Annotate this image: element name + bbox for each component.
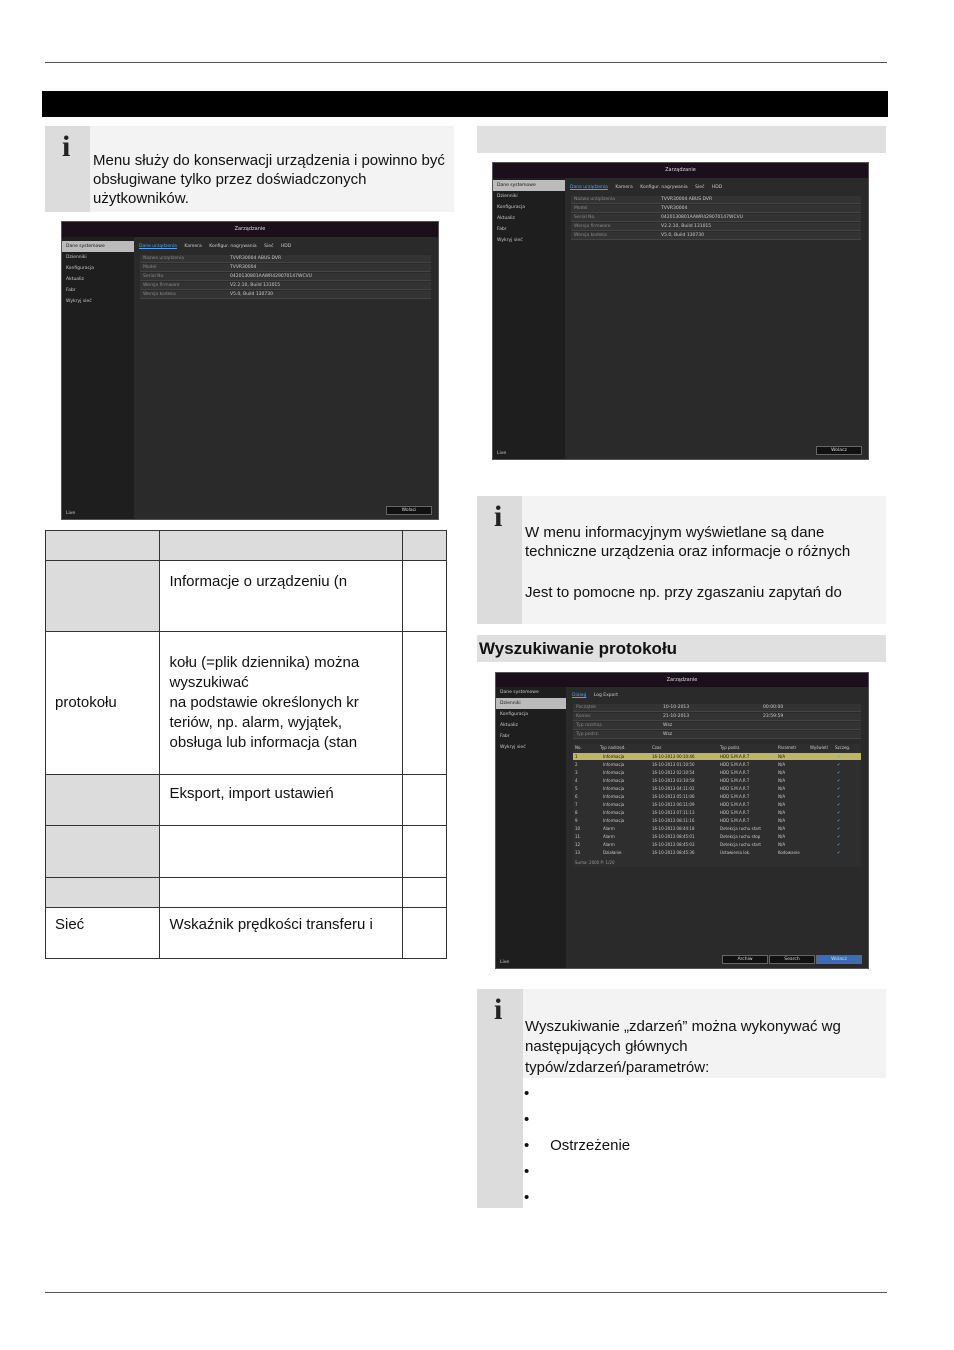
list-item: •	[524, 1189, 530, 1206]
table-row	[46, 561, 447, 632]
table-cell: 16-10-2013 00:10:46	[652, 754, 695, 759]
table-cell: N/A	[778, 802, 786, 807]
exit-button[interactable]: Wolacz	[816, 446, 862, 455]
table-row[interactable]	[573, 833, 861, 840]
table-row[interactable]	[573, 841, 861, 848]
param-key: Koniec	[576, 714, 591, 719]
dvr-sidebar	[496, 687, 566, 968]
exit-button[interactable]: Wolacz	[816, 955, 862, 964]
table-cell: N/A	[778, 770, 786, 775]
log-search-header	[477, 635, 886, 662]
table-cell: N/A	[778, 810, 786, 815]
table-cell-extra	[403, 878, 447, 908]
table-cell-name	[46, 561, 160, 632]
table-cell-extra	[403, 632, 447, 775]
table-cell: HDD S.M.A.R.T	[720, 810, 750, 815]
table-cell: 16-10-2013 08:45:01	[652, 834, 695, 839]
top-rule	[45, 62, 887, 63]
row-key: Serial No.	[143, 274, 165, 279]
col-header: No.	[575, 745, 582, 750]
table-cell: Działanie	[603, 850, 622, 855]
row-value: TVVR30004	[230, 265, 257, 270]
col-header: Szczeg.	[835, 745, 851, 750]
col-header: Typ nadrzęd.	[600, 745, 626, 750]
list-item: •	[524, 1111, 530, 1128]
table-cell: N/A	[778, 834, 786, 839]
table-cell: 16-10-2013 02:10:54	[652, 770, 695, 775]
table-cell: Detekcja ruchu stop	[720, 834, 761, 839]
table-cell: Kodowanie	[778, 850, 800, 855]
sidebar-item-network[interactable]: Wykryj sieć	[500, 745, 526, 750]
table-row	[46, 908, 447, 959]
table-cell: HDD S.M.A.R.T	[720, 786, 750, 791]
archive-button[interactable]: Archiw	[722, 955, 768, 964]
sidebar-item-update[interactable]: Aktualiz	[500, 723, 518, 728]
table-header-cell	[46, 531, 160, 561]
info-row	[571, 205, 861, 213]
sidebar-item-factory[interactable]: Fabr	[497, 227, 507, 232]
dvr-screenshot-log-search	[495, 672, 869, 969]
table-cell: 13	[575, 850, 581, 855]
table-cell: N/A	[778, 818, 786, 823]
check-icon[interactable]: ✔	[837, 786, 841, 791]
row-value: TVVR30004 ABUS DVR	[230, 256, 282, 261]
table-cell: 2	[575, 762, 578, 767]
check-icon[interactable]: ✔	[837, 762, 841, 767]
param-key: Początek	[576, 705, 597, 710]
row-value: V2.2.10, Build 131015	[230, 283, 281, 288]
col-header: Wyświetl	[810, 745, 828, 750]
row-key: Nazwa urządzenia	[143, 256, 185, 261]
table-cell: Informacja	[603, 770, 625, 775]
table-cell: 16-10-2013 08:11:16	[652, 818, 695, 823]
table-cell: 7	[575, 802, 578, 807]
table-cell: 16-10-2013 08:44:18	[652, 826, 695, 831]
col-header: Parametr	[778, 745, 797, 750]
table-cell: 3	[575, 770, 578, 775]
row-value: TVVR30004 ABUS DVR	[661, 197, 713, 202]
table-cell: Alarm	[603, 834, 615, 839]
table-cell: Detekcja ruchu start	[720, 842, 761, 847]
param-key: Typ podrz.	[576, 732, 600, 737]
param-value[interactable]: Wsz	[663, 723, 673, 728]
table-cell: Informacja	[603, 778, 625, 783]
table-cell: Informacja	[603, 802, 625, 807]
row-value: 0420130801AAWR429070147WCVU	[661, 215, 743, 220]
sidebar-item-logs[interactable]: Dzienniki	[66, 255, 87, 260]
list-item: •	[524, 1085, 530, 1102]
check-icon[interactable]: ✔	[837, 778, 841, 783]
tab-hdd[interactable]: HDD	[711, 185, 723, 190]
table-cell-name: protokołu	[46, 632, 160, 775]
row-value: V5.0, Build 130730	[661, 233, 705, 238]
table-cell: Detekcja ruchu start	[720, 826, 761, 831]
param-row	[573, 731, 861, 739]
table-cell: 11	[575, 834, 581, 839]
table-cell-name	[46, 878, 160, 908]
info-text-line: następujących głównych	[525, 1038, 688, 1055]
info-icon: i	[62, 130, 71, 163]
table-cell: 16-10-2013 08:45:03	[652, 842, 695, 847]
table-cell: 16-10-2013 05:11:06	[652, 794, 695, 799]
sidebar-item-config[interactable]: Konfiguracja	[66, 266, 94, 271]
param-time[interactable]: 00:00:00	[763, 705, 784, 710]
param-value[interactable]: 10-10-2013	[663, 705, 690, 710]
table-cell: 16-10-2013 03:10:58	[652, 778, 695, 783]
dvr-title: Zarządzanie	[665, 167, 696, 173]
tab-record-config[interactable]: Konfigur. nagrywania	[640, 185, 688, 190]
list-item: • Ostrzeżenie	[524, 1137, 631, 1154]
table-cell: 16-10-2013 01:10:50	[652, 762, 695, 767]
col-header: Typ podrz.	[720, 745, 741, 750]
table-cell: 8	[575, 810, 578, 815]
check-icon[interactable]: ✔	[837, 834, 841, 839]
table-cell: HDD S.M.A.R.T	[720, 770, 750, 775]
table-cell: 9	[575, 818, 578, 823]
tab-record-config[interactable]: Konfigur. nagrywania	[209, 244, 257, 249]
dvr-title-bar	[496, 673, 868, 687]
col-header: Czas	[652, 745, 662, 750]
row-key: Model	[574, 206, 588, 211]
table-cell: N/A	[778, 842, 786, 847]
table-cell-name	[46, 775, 160, 826]
table-cell-name	[46, 826, 160, 878]
dvr-screenshot-device-info	[61, 221, 439, 520]
check-icon[interactable]: ✔	[837, 842, 841, 847]
section-header-bar	[42, 91, 888, 117]
dvr-title: Zarządzanie	[666, 677, 698, 683]
table-cell: Informacja	[603, 818, 625, 823]
table-cell: 16-10-2013 08:45:36	[652, 850, 695, 855]
info-icon: i	[494, 993, 503, 1026]
table-cell: Alarm	[603, 826, 615, 831]
table-cell-name: Sieć	[46, 908, 160, 959]
tab-network[interactable]: Sieć	[264, 244, 274, 249]
table-cell: HDD S.M.A.R.T	[720, 762, 750, 767]
tab-device-data[interactable]: Dane urządzenia	[570, 185, 608, 190]
dvr-screenshot-device-info-2	[492, 162, 869, 460]
table-cell-extra	[403, 826, 447, 878]
dvr-title: Zarządzanie	[234, 226, 266, 232]
info-text-line: techniczne urządzenia oraz informacje o różnych	[525, 543, 851, 560]
row-key: Wersja firmware	[574, 224, 611, 229]
row-key: Wersja firmware	[143, 283, 180, 288]
table-row[interactable]	[573, 825, 861, 832]
table-cell-desc: Informacje o urządzeniu (n	[160, 561, 403, 632]
row-value: TVVR30004	[661, 206, 688, 211]
exit-button[interactable]: Wolaci	[386, 506, 432, 515]
table-cell: N/A	[778, 786, 786, 791]
table-cell: N/A	[778, 778, 786, 783]
dvr-tabs	[139, 244, 297, 249]
row-value: 0420130801AAWR429070147WCVU	[230, 274, 312, 279]
row-key: Nazwa urządzenia	[574, 197, 616, 202]
info-text-line: W menu informacyjnym wyświetlane są dane	[525, 524, 825, 541]
check-icon[interactable]: ✔	[837, 770, 841, 775]
table-header-row	[46, 531, 447, 561]
table-cell: Alarm	[603, 842, 615, 847]
live-label[interactable]: Live	[500, 960, 510, 965]
bullet-list	[524, 1084, 630, 1214]
table-cell: 12	[575, 842, 581, 847]
sidebar-item-system[interactable]: Dane systemowe	[62, 241, 134, 252]
check-icon[interactable]: ✔	[837, 794, 841, 799]
table-cell: Informacja	[603, 754, 625, 759]
log-status: Suma: 2000 P: 1/20	[575, 860, 615, 865]
param-value[interactable]: Wsz	[663, 732, 673, 737]
info-icon: i	[494, 500, 503, 533]
table-cell-desc	[160, 826, 403, 878]
table-cell: Informacja	[603, 786, 625, 791]
sidebar-item-factory[interactable]: Fabr	[66, 288, 76, 293]
sidebar-item-system[interactable]: Dane systemowe	[500, 690, 539, 695]
sidebar-item-logs[interactable]: Dzienniki	[497, 194, 518, 199]
table-cell: 16-10-2013 04:11:02	[652, 786, 695, 791]
table-cell: 5	[575, 786, 578, 791]
sidebar-item-factory[interactable]: Fabr	[500, 734, 510, 739]
info-row	[571, 232, 861, 240]
sidebar-item-config[interactable]: Konfiguracja	[497, 205, 525, 210]
row-value: V2.2.10, Build 131015	[661, 224, 712, 229]
info-box-maintenance	[45, 126, 454, 212]
sidebar-item-config[interactable]: Konfiguracja	[500, 712, 528, 717]
info-row	[571, 214, 861, 222]
info-row	[140, 291, 431, 299]
sidebar-item-update[interactable]: Aktualiz	[497, 216, 515, 221]
table-cell: N/A	[778, 826, 786, 831]
table-header-cell	[403, 531, 447, 561]
table-cell: 1	[575, 754, 578, 759]
table-cell-extra	[403, 775, 447, 826]
check-icon[interactable]: ✔	[837, 754, 841, 759]
dvr-title-bar	[493, 163, 868, 178]
table-cell: 16-10-2013 07:11:13	[652, 810, 695, 815]
param-key: Typ rozdroz.	[576, 723, 604, 728]
table-cell: Informacja	[603, 794, 625, 799]
right-section-header	[477, 126, 886, 153]
row-key: Wersja kodeka	[143, 292, 176, 297]
row-value: V5.0, Build 130730	[230, 292, 274, 297]
list-item: •	[524, 1163, 530, 1180]
sidebar-item-logs[interactable]: Dzienniki	[496, 698, 566, 709]
info-row	[140, 282, 431, 290]
list-item-text: Ostrzeżenie	[550, 1137, 631, 1154]
table-row	[46, 826, 447, 878]
row-key: Serial No.	[574, 215, 596, 220]
info-row	[140, 255, 431, 263]
table-cell-desc: Wskaźnik prędkości transferu i	[160, 908, 403, 959]
tab-device-data[interactable]: Dane urządzenia	[139, 244, 177, 249]
check-icon[interactable]: ✔	[837, 810, 841, 815]
live-label[interactable]: Live	[497, 451, 507, 456]
dvr-title-bar	[62, 222, 438, 237]
dvr-sidebar	[62, 237, 134, 519]
info-text-line: typów/zdarzeń/parametrów:	[525, 1059, 710, 1076]
table-cell: 4	[575, 778, 578, 783]
table-cell: HDD S.M.A.R.T	[720, 794, 750, 799]
table-header-cell	[160, 531, 403, 561]
param-row	[573, 713, 861, 721]
table-row	[46, 775, 447, 826]
table-cell-desc: kołu (=plik dziennika) można wyszukiwać na podstawie określonych kr teriów, np. alarm, wyjątek, obsługa lub informacja (stan	[160, 632, 403, 775]
info-row	[571, 223, 861, 231]
info-text-line: Jest to pomocne np. przy zgaszaniu zapytań do	[525, 584, 842, 601]
tab-camera[interactable]: Kamera	[615, 185, 633, 190]
dvr-log-tabs	[572, 693, 624, 698]
tab-camera[interactable]: Kamera	[184, 244, 202, 249]
bottom-rule	[45, 1292, 887, 1293]
info-row	[571, 196, 861, 204]
table-cell-extra	[403, 561, 447, 632]
section-title: Wyszukiwanie protokołu	[479, 639, 678, 658]
table-cell: N/A	[778, 794, 786, 799]
search-button[interactable]: Search	[769, 955, 815, 964]
dvr-sidebar	[493, 178, 565, 459]
param-row	[573, 722, 861, 730]
check-icon[interactable]: ✔	[837, 826, 841, 831]
table-cell-extra	[403, 908, 447, 959]
table-cell: HDD S.M.A.R.T	[720, 802, 750, 807]
row-key: Model	[143, 265, 157, 270]
table-row	[46, 632, 447, 775]
table-cell: 10	[575, 826, 581, 831]
table-cell-desc	[160, 878, 403, 908]
table-cell: 6	[575, 794, 578, 799]
param-value[interactable]: 21-10-2013	[663, 714, 690, 719]
tab-network[interactable]: Sieć	[695, 185, 705, 190]
table-row	[46, 878, 447, 908]
table-cell: N/A	[778, 762, 786, 767]
info-text: Menu służy do konserwacji urządzenia i powinno być obsługiwane tylko przez doświadczonych użytkowników.	[93, 152, 445, 207]
row-key: Wersja kodeka	[574, 233, 607, 238]
check-icon[interactable]: ✔	[837, 818, 841, 823]
tab-dialog[interactable]: Dialog	[572, 693, 587, 698]
table-cell: 16-10-2013 06:11:09	[652, 802, 695, 807]
sidebar-item-network[interactable]: Wykryj sieć	[497, 238, 523, 243]
table-cell: HDD S.M.A.R.T	[720, 778, 750, 783]
param-row	[573, 704, 861, 712]
table-cell-desc: Eksport, import ustawień	[160, 775, 403, 826]
sidebar-item-network[interactable]: Wykryj sieć	[66, 299, 92, 304]
table-cell: Ustawienia lok.	[720, 850, 751, 855]
sidebar-item-update[interactable]: Aktualiz	[66, 277, 84, 282]
tab-log-export[interactable]: Log Export	[593, 693, 618, 698]
info-box-information-menu	[477, 496, 886, 624]
dvr-tabs	[570, 185, 728, 190]
table-cell: HDD S.M.A.R.T	[720, 754, 750, 759]
sidebar-item-system[interactable]: Dane systemowe	[493, 180, 565, 191]
table-cell: Informacja	[603, 810, 625, 815]
tab-hdd[interactable]: HDD	[280, 244, 292, 249]
table-cell: Informacja	[603, 762, 625, 767]
info-row	[140, 264, 431, 272]
check-icon[interactable]: ✔	[837, 850, 841, 855]
param-time[interactable]: 23:59:59	[763, 714, 784, 719]
check-icon[interactable]: ✔	[837, 802, 841, 807]
table-cell: N/A	[778, 754, 786, 759]
log-table	[573, 744, 861, 867]
info-text-line: Wyszukiwanie „zdarzeń” można wykonywać wg	[525, 1018, 841, 1035]
table-cell: HDD S.M.A.R.T	[720, 818, 750, 823]
menu-table	[45, 530, 447, 959]
info-row	[140, 273, 431, 281]
live-label[interactable]: Live	[66, 511, 76, 516]
